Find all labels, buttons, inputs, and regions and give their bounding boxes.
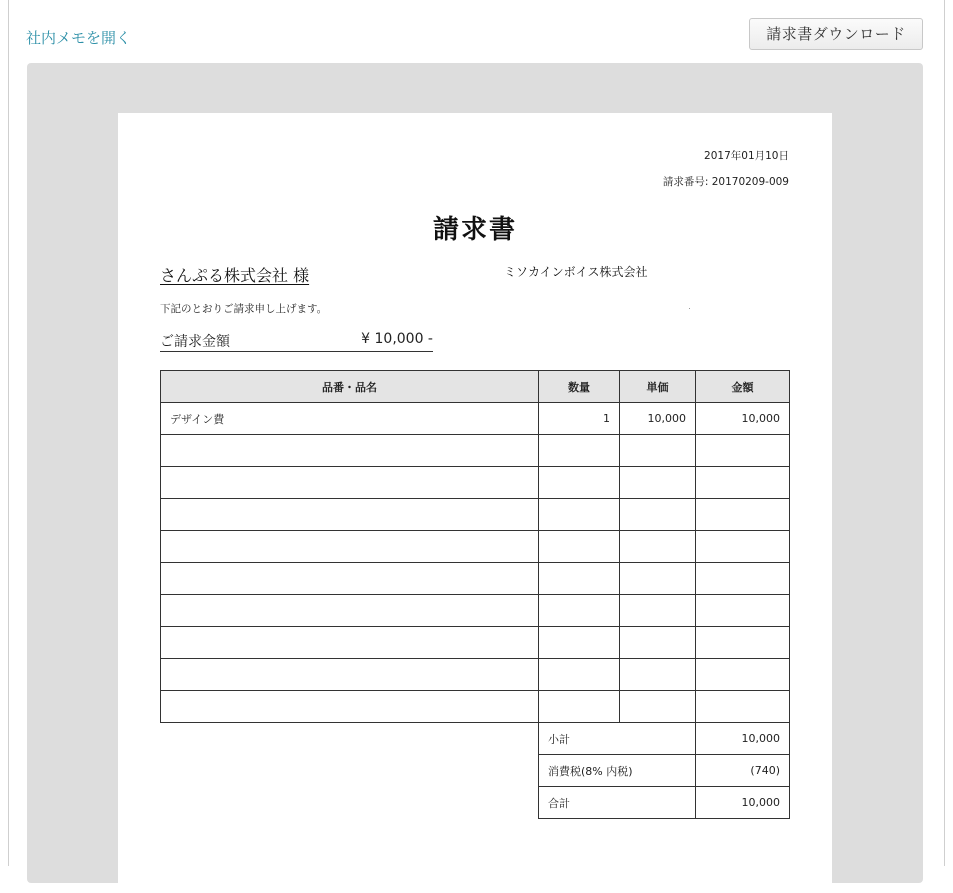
total-label: 小計 [539, 723, 696, 755]
invoice-paper [118, 113, 832, 893]
item-qty [539, 627, 620, 659]
item-row [161, 659, 790, 691]
item-amount: 10,000 [696, 403, 790, 435]
item-row [161, 627, 790, 659]
item-qty [539, 435, 620, 467]
item-amount [696, 467, 790, 499]
item-row [161, 531, 790, 563]
item-unit-price [620, 627, 696, 659]
item-name [161, 499, 539, 531]
item-unit-price: 10,000 [620, 403, 696, 435]
item-qty [539, 659, 620, 691]
item-unit-price [620, 691, 696, 723]
items-table [160, 370, 790, 723]
column-header-amount: 金額 [696, 371, 790, 403]
item-row [161, 691, 790, 723]
item-name [161, 659, 539, 691]
item-amount [696, 659, 790, 691]
download-invoice-button[interactable]: 請求書ダウンロード [749, 18, 923, 50]
invoice-number: 請求番号: 20170209-009 [662, 176, 789, 188]
total-row [539, 755, 790, 787]
item-amount [696, 563, 790, 595]
item-qty [539, 531, 620, 563]
billing-amount [160, 331, 433, 352]
item-row [161, 563, 790, 595]
item-row [161, 403, 790, 435]
item-name [161, 435, 539, 467]
item-qty [539, 499, 620, 531]
open-memo-link[interactable]: 社内メモを開く [26, 29, 132, 47]
column-header-name: 品番・品名 [161, 371, 539, 403]
total-value: (740) [696, 755, 790, 787]
billing-amount-value: ¥ 10,000 - [361, 331, 433, 347]
item-name [161, 595, 539, 627]
item-unit-price [620, 659, 696, 691]
item-name [161, 531, 539, 563]
invoice-date: 2017年01月10日 [704, 150, 789, 162]
item-qty [539, 691, 620, 723]
item-name [161, 691, 539, 723]
invoice-title: 請求書 [432, 215, 517, 245]
total-row [539, 787, 790, 819]
client-name: さんぷる株式会社 様 [160, 266, 310, 285]
window-left-border [0, 0, 9, 866]
total-row [539, 723, 790, 755]
item-amount [696, 531, 790, 563]
item-unit-price [620, 435, 696, 467]
item-name [161, 467, 539, 499]
invoice-number-value: 20170209-009 [711, 176, 789, 188]
item-unit-price [620, 467, 696, 499]
item-amount [696, 595, 790, 627]
item-unit-price [620, 595, 696, 627]
items-header-row [161, 371, 790, 403]
invoice-intro: 下記のとおりご請求申し上げます。 [160, 303, 328, 315]
issuer-name: ミソカインボイス株式会社 [504, 265, 648, 279]
totals-table [538, 722, 790, 819]
total-value: 10,000 [696, 787, 790, 819]
item-row [161, 435, 790, 467]
total-label: 消費税(8% 内税) [539, 755, 696, 787]
total-value: 10,000 [696, 723, 790, 755]
column-header-qty: 数量 [539, 371, 620, 403]
item-amount [696, 435, 790, 467]
item-row [161, 595, 790, 627]
item-unit-price [620, 499, 696, 531]
item-qty [539, 595, 620, 627]
invoice-number-label: 請求番号 [662, 176, 705, 188]
item-unit-price [620, 563, 696, 595]
item-unit-price [620, 531, 696, 563]
item-row [161, 467, 790, 499]
item-name [161, 627, 539, 659]
window-right-border [944, 0, 953, 866]
item-name [161, 563, 539, 595]
item-amount [696, 691, 790, 723]
stamp-dot [689, 308, 690, 309]
total-label: 合計 [539, 787, 696, 819]
column-header-unit: 単価 [620, 371, 696, 403]
item-amount [696, 627, 790, 659]
item-qty: 1 [539, 403, 620, 435]
billing-amount-label: ご請求金額 [160, 334, 230, 350]
item-qty [539, 563, 620, 595]
item-row [161, 499, 790, 531]
item-name: デザイン費 [161, 403, 539, 435]
item-qty [539, 467, 620, 499]
item-amount [696, 499, 790, 531]
